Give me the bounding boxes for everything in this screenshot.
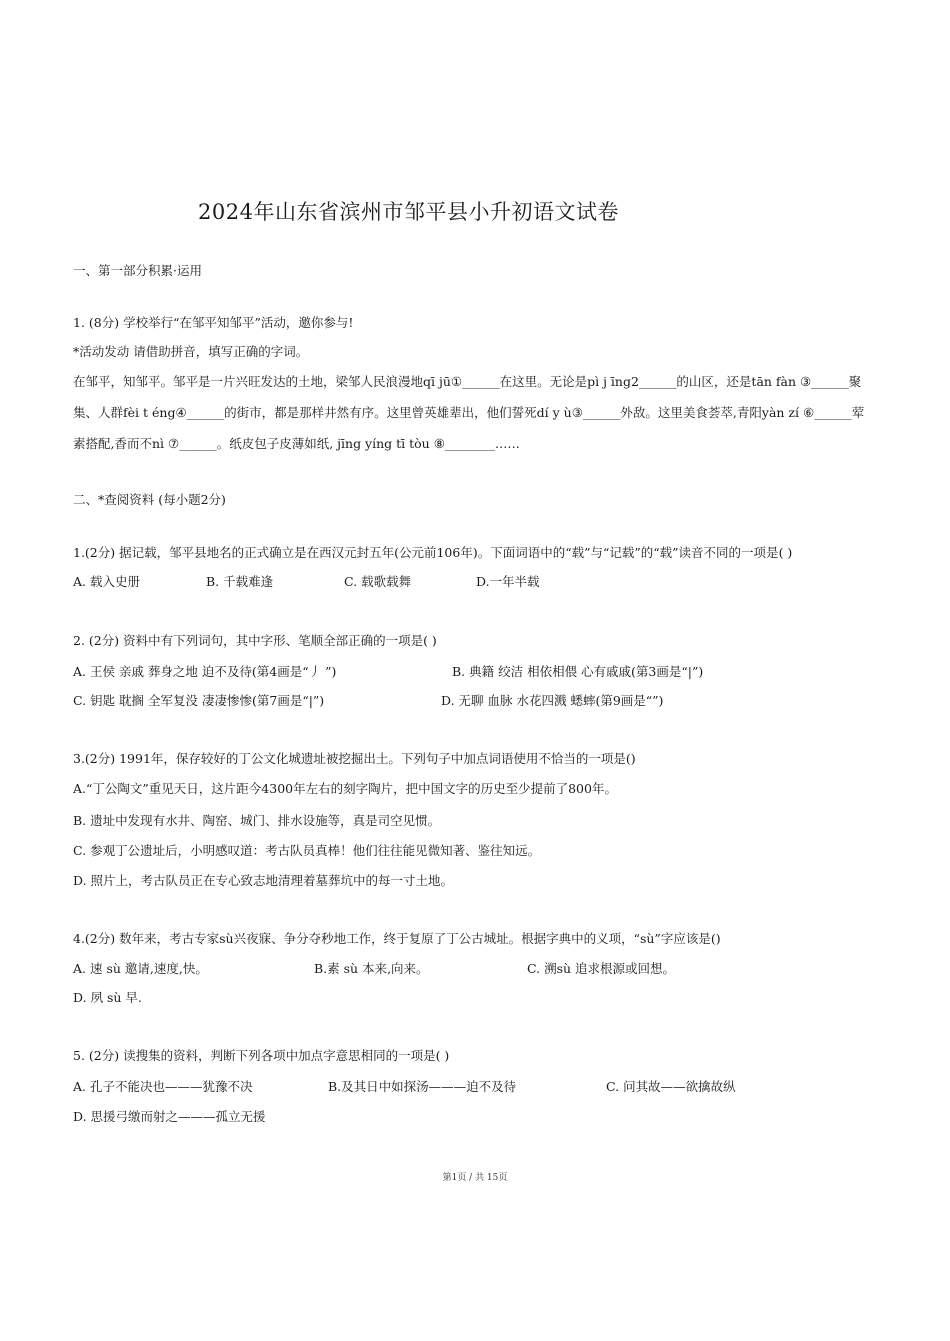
- q1-passage-line-1: 在邹平，知邹平。邹平是一片兴旺发达的土地，梁邹人民浪漫地qī jū①______在这里。无论是pì j īng2______的山区，还是tān fàn ③______聚: [73, 374, 862, 389]
- page-footer: 第1页 / 共 15页: [442, 1173, 508, 1183]
- option-c: C. 问其故——欲擒故纵: [606, 1079, 736, 1094]
- q1-passage-line-2: 集、人群fèi t éng④______的街市，都是那样井然有序。这里曾英雄辈出，他们誓死dí y ù③______外敌。这里美食荟萃,青阳yàn zí ⑥______荤: [73, 405, 865, 420]
- option-d: D. 照片上，考古队员正在专心致志地清理着墓葬坑中的每一寸土地。: [73, 873, 454, 888]
- option-a: A. 载入史册: [73, 574, 140, 589]
- question-stem: 1.(2分) 据记载，邹平县地名的正式确立是在西汉元封五年(公元前106年)。下面词语中的“载”与“记载”的“载”读音不同的一项是( ): [73, 545, 793, 560]
- option-c: C. 载歌载舞: [344, 574, 412, 589]
- option-c: C. 参观丁公遗址后，小明感叹道：考古队员真棒！他们往往能见微知著、鉴往知远。: [73, 843, 541, 858]
- option-b: B. 遗址中发现有水井、陶窑、城门、排水设施等，真是司空见惯。: [73, 813, 441, 828]
- section-1-heading: 一、第一部分积累·运用: [73, 263, 202, 278]
- option-a: A.“丁公陶文”重见天日，这片距今4300年左右的刻字陶片，把中国文字的历史至少提前了800年。: [73, 781, 617, 796]
- option-b: B.及其日中如探汤———迫不及待: [328, 1079, 517, 1094]
- option-b: B. 千载难逢: [206, 574, 274, 589]
- q1-instruction: *活动发动 请借助拼音，填写正确的字词。: [73, 344, 309, 359]
- option-d: D.一年半载: [476, 574, 540, 589]
- option-b: B.素 sù 本来,向来。: [314, 961, 429, 976]
- option-d: D. 无聊 血脉 水花四溅 蟋蟀(第9画是“”): [441, 693, 664, 708]
- q1-passage-line-3: 素搭配,香而不nì ⑦______。纸皮包子皮薄如纸, jīng yíng tī tòu ⑧________……: [73, 436, 520, 451]
- question-stem: 3.(2分) 1991年，保存较好的丁公文化城遗址被挖掘出土。下列句子中加点词语使用不恰当的一项是(): [73, 751, 636, 766]
- option-a: A. 孔子不能决也———犹豫不决: [73, 1079, 253, 1094]
- option-c: C. 溯sù 追求根源或回想。: [527, 961, 676, 976]
- q1-stem: 1. (8分) 学校举行“在邹平知邹平”活动，邀你参与!: [73, 315, 354, 330]
- option-d: D. 夙 sù 早.: [73, 990, 142, 1005]
- page-title: 2024年山东省滨州市邹平县小升初语文试卷: [198, 200, 619, 224]
- option-c: C. 钥匙 耽搁 全军复没 凄凄惨惨(第7画是“|”): [73, 693, 325, 708]
- option-b: B. 典籍 绞洁 相依相偎 心有戚戚(第3画是“|”): [452, 664, 704, 679]
- question-stem: 2. (2分) 资料中有下列词句，其中字形、笔顺全部正确的一项是( ): [73, 633, 437, 648]
- question-stem: 5. (2分) 读搜集的资料，判断下列各项中加点字意思相同的一项是( ): [73, 1048, 450, 1063]
- section-2-heading: 二、*查阅资料 (每小题2分): [73, 492, 226, 507]
- option-a: A. 王侯 亲戚 葬身之地 迫不及待(第4画是“丿 ”): [73, 664, 337, 679]
- option-a: A. 速 sù 邀请,速度,快。: [73, 961, 208, 976]
- question-stem: 4.(2分) 数年来，考古专家sù兴夜寐、争分夺秒地工作，终于复原了丁公古城址。根据字典中的义项，“sù”字应该是(): [73, 931, 721, 946]
- option-d: D. 思援弓缴而射之———孤立无援: [73, 1109, 266, 1124]
